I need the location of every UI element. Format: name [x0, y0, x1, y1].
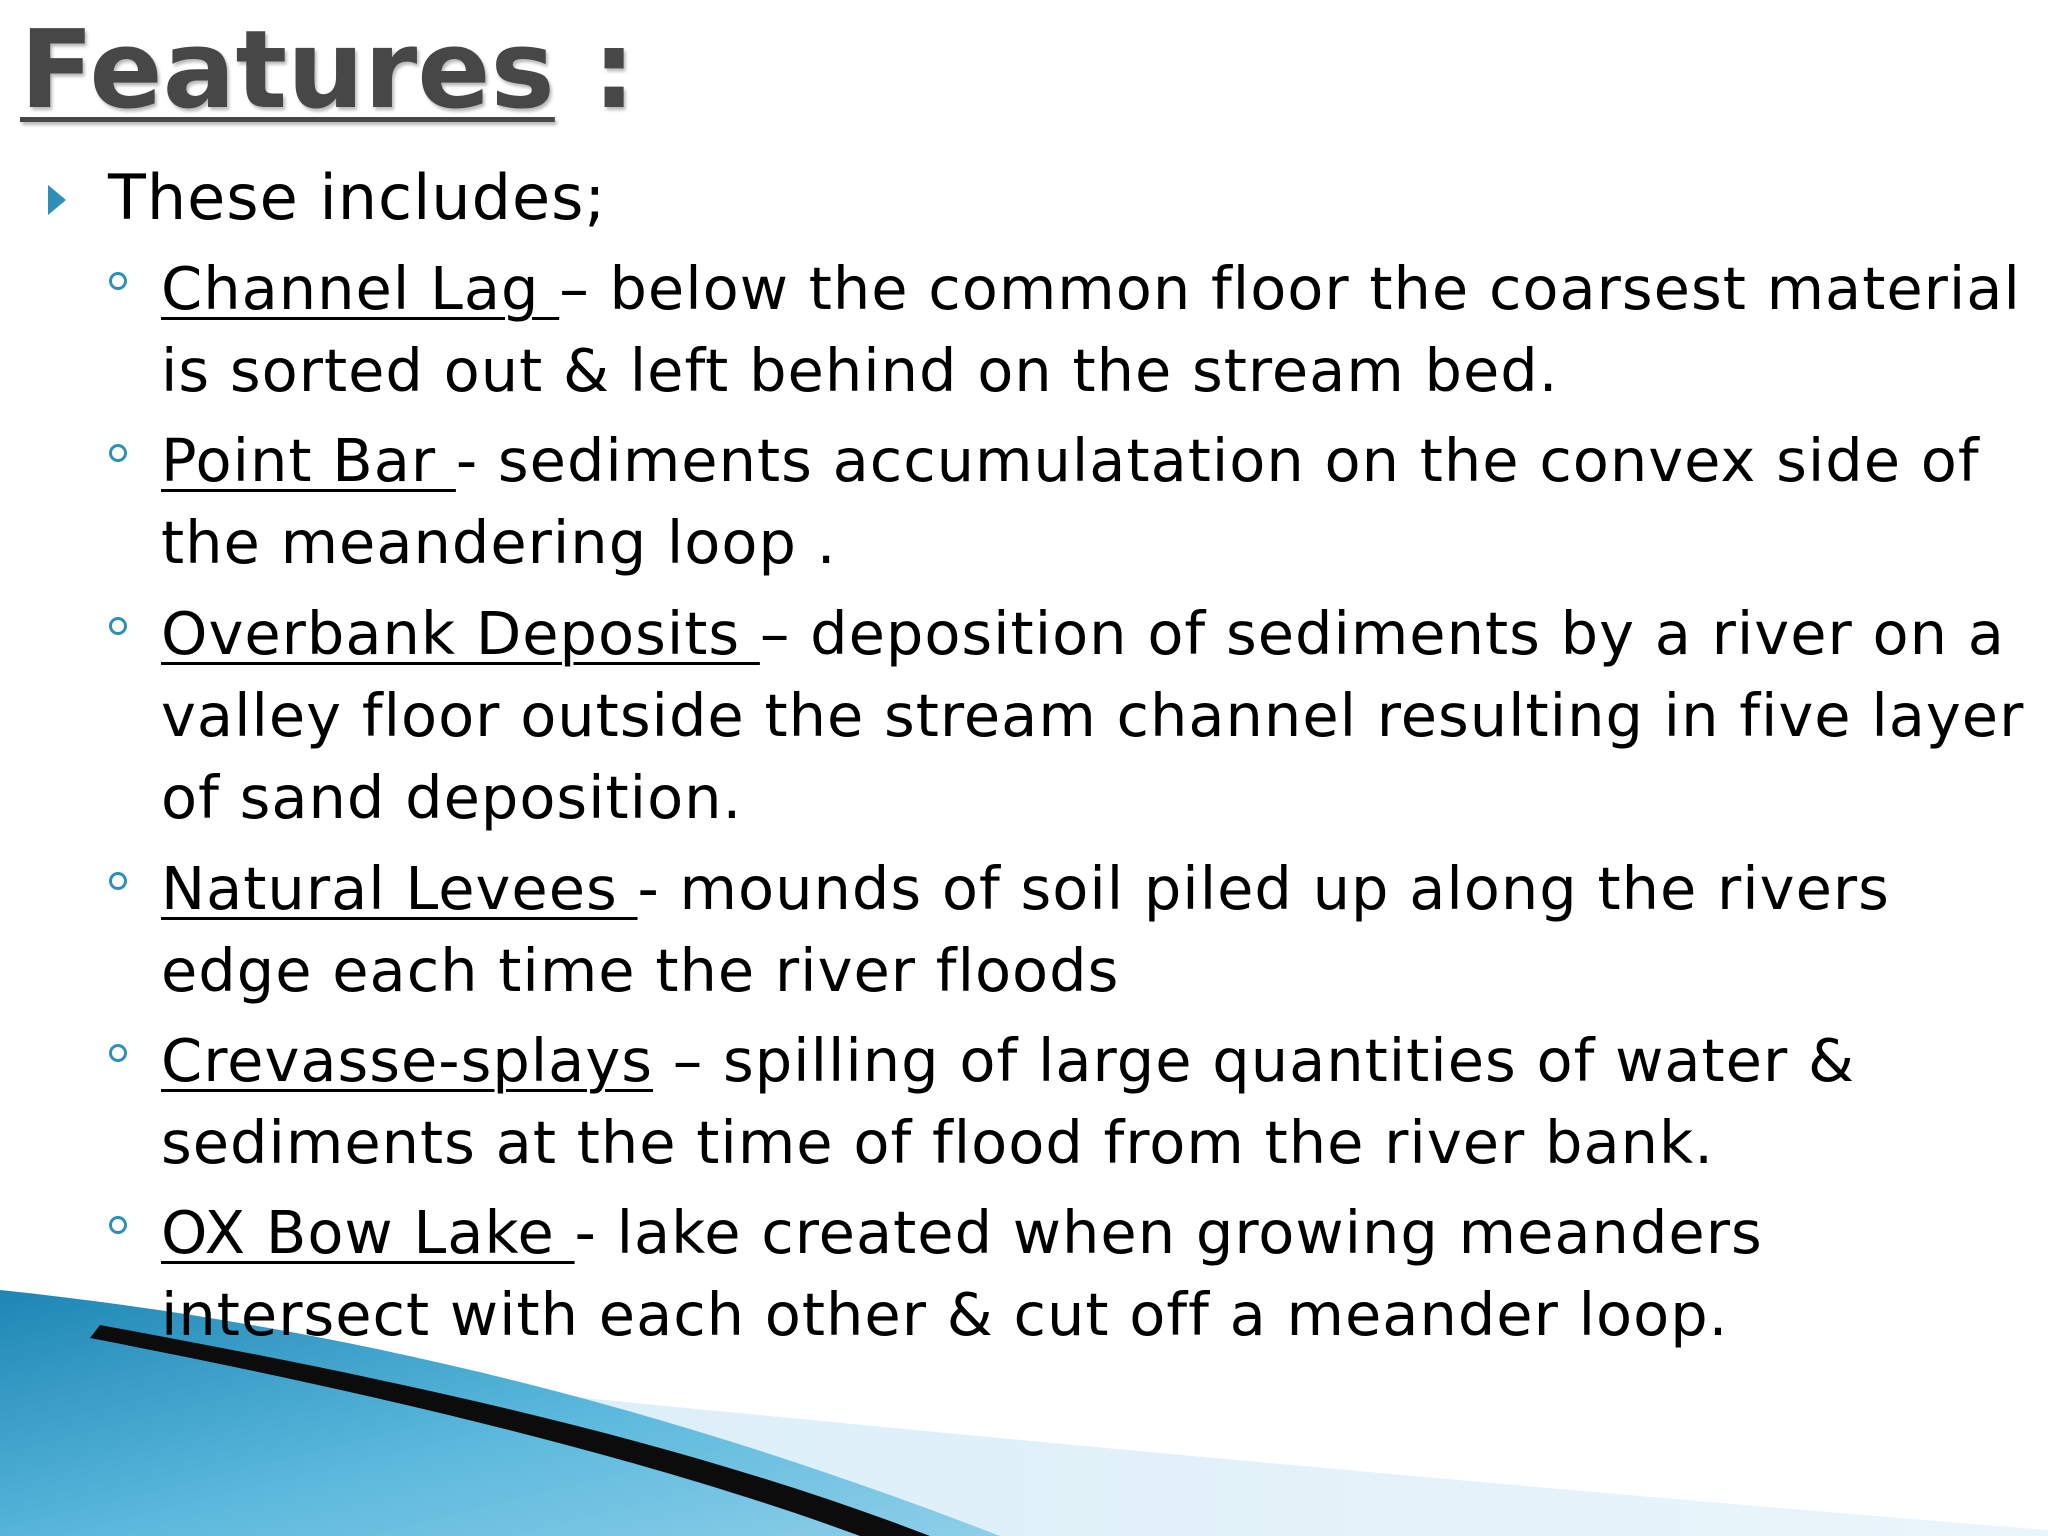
list-item [161, 420, 2031, 584]
title-colon: : [592, 8, 636, 133]
feature-term: Overbank Deposits [161, 599, 760, 668]
hollow-circle-icon [109, 617, 127, 635]
list-item [161, 1192, 2031, 1356]
feature-description: - sediments accumulatation on the convex side of the meandering loop . [161, 426, 1980, 577]
feature-description: – deposition of sediments by a river on a valley floor outside the stream channel resulting in five layer of sand deposition. [161, 599, 2025, 832]
feature-term: Crevasse-splays [161, 1026, 653, 1095]
feature-description: - mounds of soil piled up along the rivers edge each time the river floods [161, 854, 1890, 1005]
feature-term: Channel Lag [161, 254, 560, 323]
feature-description: – below the common floor the coarsest material is sorted out & left behind on the stream bed. [161, 254, 2021, 405]
hollow-circle-icon [109, 1044, 127, 1062]
list-item [161, 593, 2031, 839]
hollow-circle-icon [109, 872, 127, 890]
feature-description: – spilling of large quantities of water & sediments at the time of flood from the river bank. [161, 1026, 1855, 1177]
list-item [161, 1020, 2031, 1184]
feature-term: Natural Levees [161, 854, 638, 923]
title-text: Features [20, 8, 555, 133]
feature-term: Point Bar [161, 426, 456, 495]
list-item [161, 248, 2031, 412]
slide-title [20, 8, 636, 133]
list-item [161, 848, 2031, 1012]
intro-text: These includes; [108, 161, 607, 234]
triangle-right-icon [48, 185, 66, 215]
feature-description: - lake created when growing meanders intersect with each other & cut off a meander loop. [161, 1198, 1763, 1349]
hollow-circle-icon [109, 272, 127, 290]
hollow-circle-icon [109, 1216, 127, 1234]
feature-term: OX Bow Lake [161, 1198, 575, 1267]
hollow-circle-icon [109, 444, 127, 462]
